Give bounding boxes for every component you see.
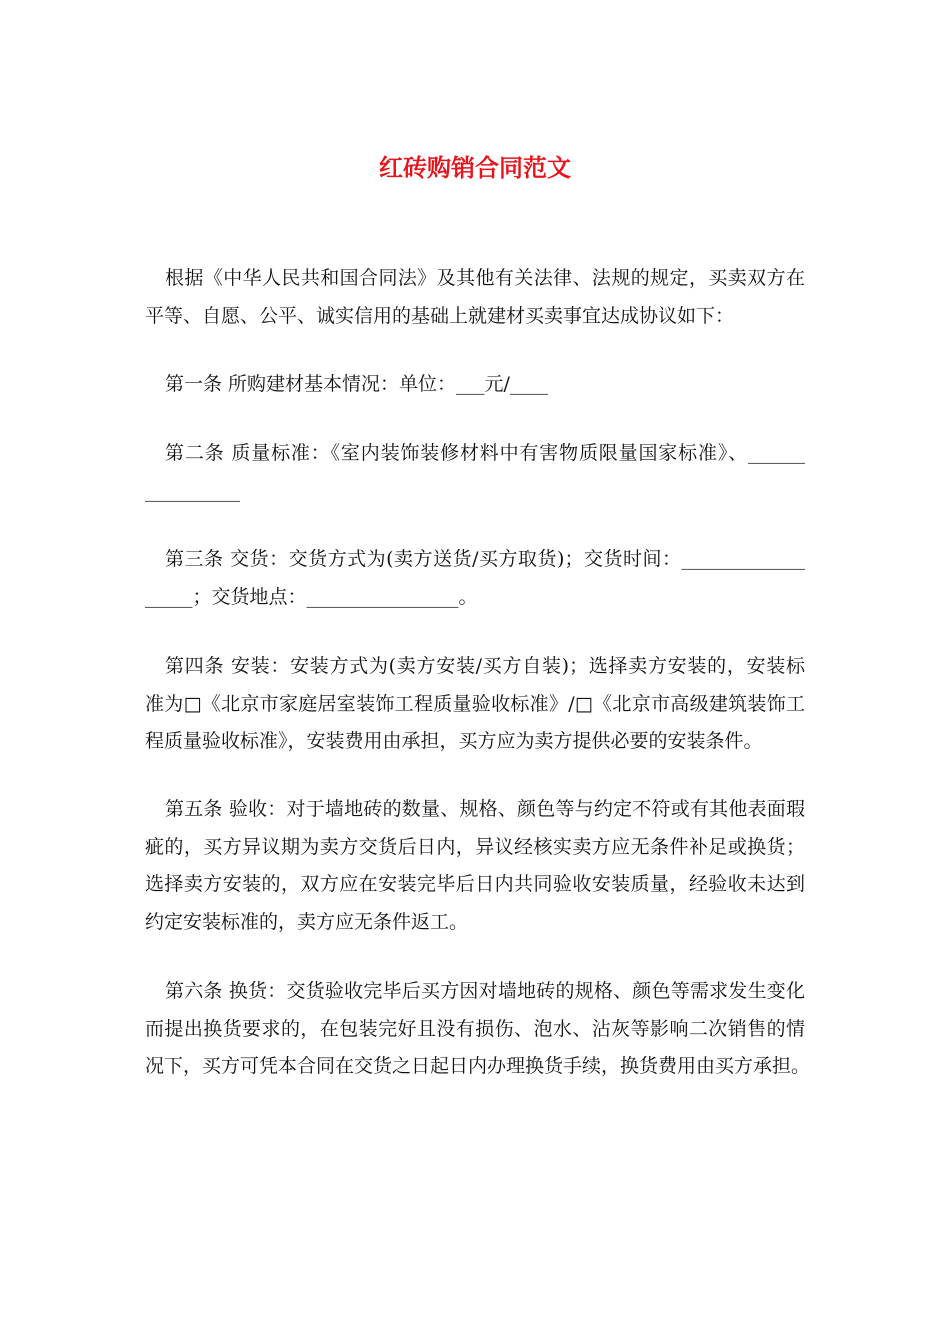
article-4-paragraph	[145, 648, 805, 761]
text-line: 选择卖方安装的，双方应在安装完毕后日内共同验收安装质量，经验收未达到	[145, 873, 805, 895]
text-line: 疵的，买方异议期为卖方交货后日内，异议经核实卖方应无条件补足或换货；	[145, 835, 805, 858]
text-line: 准为□《北京市家庭居室装饰工程质量验收标准》/□《北京市高级建筑装饰工	[145, 692, 805, 715]
article-6-paragraph	[145, 973, 811, 1086]
text-line: 第六条 换货：交货验收完毕后买方因对墙地砖的规格、颜色等需求发生变化	[165, 980, 805, 1002]
article-5-paragraph	[145, 791, 805, 941]
article-3-paragraph	[145, 541, 805, 616]
text-line: 平等、自愿、公平、诚实信用的基础上就建材买卖事宜达成协议如下：	[145, 304, 735, 327]
text-line: 而提出换货要求的，在包装完好且没有损伤、泡水、沾灰等影响二次销售的情	[145, 1017, 805, 1040]
text-line: _____；交货地点：________________。	[145, 585, 478, 608]
text-line: 程质量验收标准》，安装费用由承担，买方应为卖方提供必要的安装条件。	[145, 730, 763, 752]
text-line: 第四条 安装：安装方式为(卖方安装/买方自装)；选择卖方安装的，安装标	[165, 655, 805, 677]
document-title: 红砖购销合同范文	[379, 153, 571, 182]
text-line: 况下，买方可凭本合同在交货之日起日内办理换货手续，换货费用由买方承担。	[145, 1055, 811, 1077]
article-2-paragraph	[145, 435, 805, 510]
text-line: __________	[145, 479, 240, 502]
article-1-paragraph	[145, 366, 805, 404]
text-line: 第五条 验收：对于墙地砖的数量、规格、颜色等与约定不符或有其他表面瑕	[165, 798, 805, 820]
text-line: 第二条 质量标准：《室内装饰装修材料中有害物质限量国家标准》、______	[165, 442, 805, 464]
text-line: 根据《中华人民共和国合同法》及其他有关法律、法规的规定，买卖双方在	[165, 267, 805, 289]
text-line: 约定安装标准的，卖方应无条件返工。	[145, 910, 469, 933]
text-line: 第三条 交货：交货方式为(卖方送货/买方取货)；交货时间：_____________	[165, 548, 805, 570]
preamble-paragraph	[145, 260, 805, 335]
text-line: 第一条 所购建材基本情况：单位：___元/____	[165, 373, 548, 395]
